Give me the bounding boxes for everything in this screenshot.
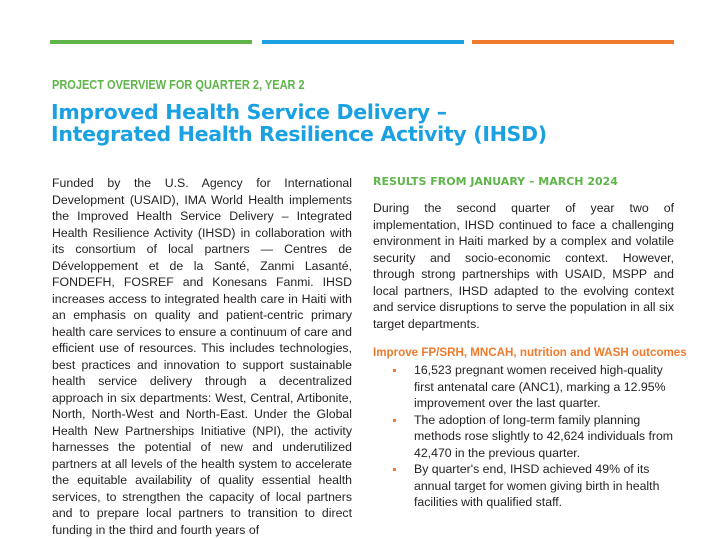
bullet-icon — [393, 369, 396, 372]
bullet-text: 16,523 pregnant women received high-quality first antenatal care (ANC1), marking a 12.95% improvement over the last quarter. — [414, 363, 666, 410]
bullet-icon — [393, 468, 396, 471]
bullet-item — [373, 412, 674, 462]
project-overview-kicker: PROJECT OVERVIEW FOR QUARTER 2, YEAR 2 — [52, 78, 305, 92]
intro-paragraph: Funded by the U.S. Agency for International Development (USAID), IMA World Health implements the Improved Health Service Delivery – Integrated Health Resilience Activity (IHSD) in collaboration with its consortium of local partners — Centres de Développement et de la Santé, Zanmi Lasanté, FONDEFH, FOSREF and Konesans Fanmi. IHSD increases access to integrated health care in Haiti with an emphasis on quality and patient-centric primary health care services to ensure a continuum of care and efficient use of resources. This includes technologies, best practices and innovation to support sustainable health service delivery through a decentralized approach in six departments: West, Central, Artibonite, North, North-West and North-East. Under the Global Health New Partnerships Initiative (NPI), the activity harnesses the potential of new and underutilized partners at all levels of the health system to accelerate the equitable availability of quality essential health services, to strengthen the capacity of local partners and to prepare local partners to transition to direct funding in the third and fourth years of — [52, 176, 352, 537]
blue-divider-bar — [262, 40, 464, 44]
bullet-item — [373, 461, 674, 511]
outcomes-section-heading: Improve FP/SRH, MNCAH, nutrition and WASH outcomes — [373, 346, 687, 359]
bullet-text: By quarter's end, IHSD achieved 49% of its annual target for women giving birth in health facilities with qualified staff. — [414, 462, 660, 509]
page-title-line-2: Integrated Health Resilience Activity (IHSD) — [51, 122, 547, 146]
bullet-text: The adoption of long-term family planning methods rose slightly to 42,624 individuals from 42,470 in the previous quarter. — [414, 412, 674, 460]
outcomes-bullet-list — [373, 362, 674, 511]
green-divider-bar — [50, 40, 252, 44]
bullet-item — [373, 362, 674, 412]
results-heading: RESULTS FROM JANUARY – MARCH 2024 — [373, 175, 618, 188]
page-title-line-1: Improved Health Service Delivery – — [51, 100, 447, 124]
bullet-icon — [393, 419, 396, 422]
results-paragraph: During the second quarter of year two of implementation, IHSD continued to face a challenging environment in Haiti marked by a complex and volatile security and socio-economic context. However, through strong partnerships with USAID, MSPP and local partners, IHSD adapted to the evolving context and service disruptions to serve the population in all six target departments. — [373, 201, 674, 331]
page-title — [51, 101, 547, 145]
results-column — [373, 175, 687, 511]
orange-divider-bar — [472, 40, 674, 44]
